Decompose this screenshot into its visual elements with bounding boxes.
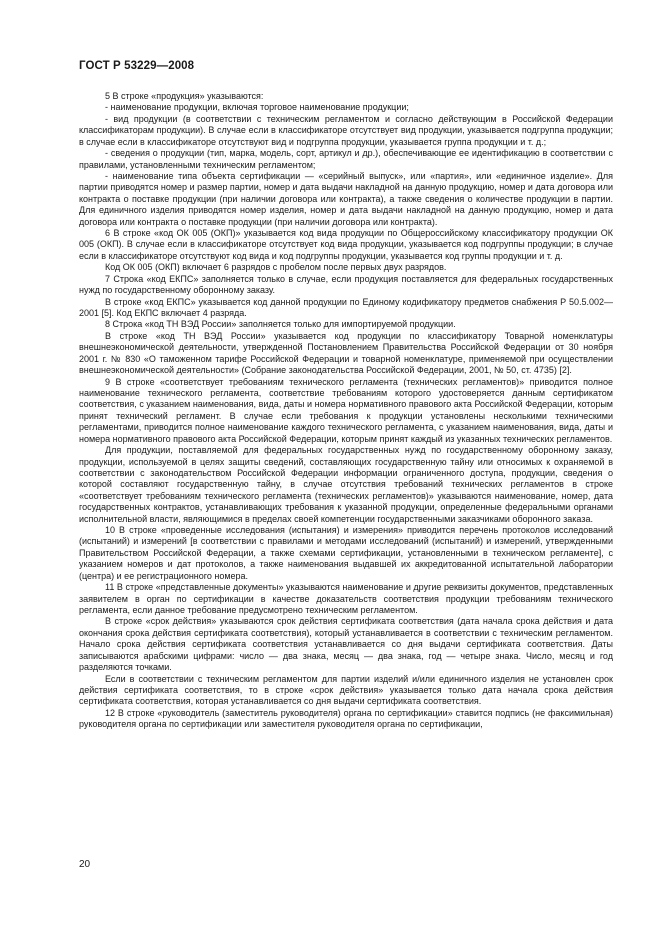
paragraph-10: 10 В строке «проведенные исследования (испытания) и измерения» приводится перечень протоколов исследований (испытаний) и измерений [в соответствии с правилами и методами исследований (испытаний) и измерений, утвержденными Правительством Российской Федерации, а также схемами сертификации, установленными в техническом регламенте], с указанием номеров и дат протоколов, а также наименования выдавшей их аккредитованной испытательной лаборатории (центра) и ее регистрационного номера. [79, 525, 613, 581]
paragraph-6: 6 В строке «код ОК 005 (ОКП)» указывается код вида продукции по Общероссийскому классификатору продукции ОК 005 (ОКП). В случае если в классификаторе отсутствует код вида продукции, указывается код подгруппы продукции; в случае если в классификаторе отсутствуют код вида и код подгруппы продукции, указывается код группы продукции и т. д. [79, 228, 613, 261]
paragraph-product-type: - вид продукции (в соответствии с техническим регламентом и согласно действующим в Российской Федерации классификаторам продукции). В случае если в классификаторе отсутствует вид продукции, указывается подгруппа продукции; в случае если в классификаторе отсутствуют вид и подгруппа продукции, указывается группа продукции и т. д.; [79, 113, 613, 147]
paragraph-9: 9 В строке «соответствует требованиям технического регламента (технических регламентов)» приводится полное наименование технического регламента, соответствие требованиям которого удостоверяется данным сертификатом соответствия, с указанием наименования, вида, даты и номера нормативного правового акта Российской Федерации, которым принят технический регламент. В случае если требования к продукции установлены несколькими техническими регламентами, приводится полное наименование каждого технического регламента, с указанием наименования, вида, даты и номера нормативного правового акта Российской Федерации, которым принят каждый из указанных технических регламентов. [79, 376, 613, 444]
paragraph-okp-digits: Код ОК 005 (ОКП) включает 6 разрядов с пробелом после первых двух разрядов. [105, 262, 447, 273]
paragraph-11: 11 В строке «представленные документы» указываются наименование и другие реквизиты документов, представленных заявителем в орган по сертификации в качестве доказательств соответствия продукции требованиям технического регламента, если данное требование предусмотрено техническим регламентом. [79, 582, 613, 615]
paragraph-5: 5 В строке «продукция» указываются: [105, 91, 264, 101]
page-number: 20 [79, 859, 91, 870]
paragraph-product-name: - наименование продукции, включая торговое наименование продукции; [105, 102, 409, 113]
paragraph-defense-order: Для продукции, поставляемой для федеральных государственных нужд по государственному оборонному заказу, продукции, используемой в целях защиты сведений, составляющих государственную тайну или относимых к охраняемой в соответствии с законодательством Российской Федерации информации ограниченного доступа, продукции, сведения о которой составляют государственную тайну, в случае отсутствия требований технических регламентов в строке «соответствует требованиям технического регламента (технических регламентов)» указываются наименование, номер, дата государственных контрактов, устанавливающих требования к указанной продукции, определенные федеральными органами исполнительной власти, являющимися в пределах своей компетенции государственными заказчиками оборонного заказа. [79, 445, 613, 524]
paragraph-validity: В строке «срок действия» указываются срок действия сертификата соответствия (дата начала срока действия и дата окончания срока действия сертификата соответствия), который устанавливается в соответствии с техническим регламентом. Начало срока действия сертификата соответствия устанавливается со дня выдачи сертификата соответствия. Даты записываются арабскими цифрами: число — два знака, месяц — два знака, год — четыре знака. Число, месяц и год разделяются точками. [79, 616, 613, 673]
paragraph-7: 7 Строка «код ЕКПС» заполняется только в случае, если продукция поставляется для федеральных государственных нужд по государственному оборонному заказу. [79, 273, 613, 296]
document-body [79, 91, 613, 731]
document-code-header: ГОСТ Р 53229—2008 [79, 60, 195, 72]
paragraph-12: 12 В строке «руководитель (заместитель руководителя) органа по сертификации» ставится подпись (не факсимильная) руководителя органа по сертификации или заместителя руководителя органа по сертификации, [79, 707, 613, 730]
paragraph-tnved-code: В строке «код ТН ВЭД России» указывается код продукции по классификатору Товарной номенклатуры внешнеэкономической деятельности, утвержденной Постановлением Правительства Российской Федерации от 30 ноября 2001 г. № 830 «О таможенном тарифе Российской Федерации и товарной номенклатуре, применяемой при осуществлении внешнеэкономической деятельности» (Собрание законодательства Российской Федерации, 2001, № 50, ст. 4735) [2]. [79, 330, 613, 376]
paragraph-ekps-code: В строке «код ЕКПС» указывается код данной продукции по Единому кодификатору предметов снабжения Р 50.5.002—2001 [5]. Код ЕКПС включает 4 разряда. [79, 296, 613, 319]
paragraph-8: 8 Строка «код ТН ВЭД России» заполняется только для импортируемой продукции. [105, 319, 456, 330]
paragraph-object-type: - наименование типа объекта сертификации — «серийный выпуск», или «партия», или «единичное изделие». Для партии приводятся номер и размер партии, номер и дата выдачи накладной на данную продукцию, номер и дата договора или контракта о поставке продукции (при наличии договора или контракта), а также сведения о количестве продукции в партии. Для единичного изделия приводятся номер изделия, номер и дата выдачи накладной на данную продукцию, номер и дата договора или контракта о поставке продукции (при наличии договора или контракта). [79, 170, 613, 227]
paragraph-product-info: - сведения о продукции (тип, марка, модель, сорт, артикул и др.), обеспечивающие ее идентификацию в соответствии с правилами, установленными техническим регламентом; [79, 148, 613, 170]
paragraph-no-validity: Если в соответствии с техническим регламентом для партии изделий и/или единичного изделия не установлен срок действия сертификата соответствия, то в строке «срок действия» указывается только дата начала срока действия сертификата соответствия, которая устанавливается со дня выдачи сертификата соответствия. [79, 673, 613, 707]
